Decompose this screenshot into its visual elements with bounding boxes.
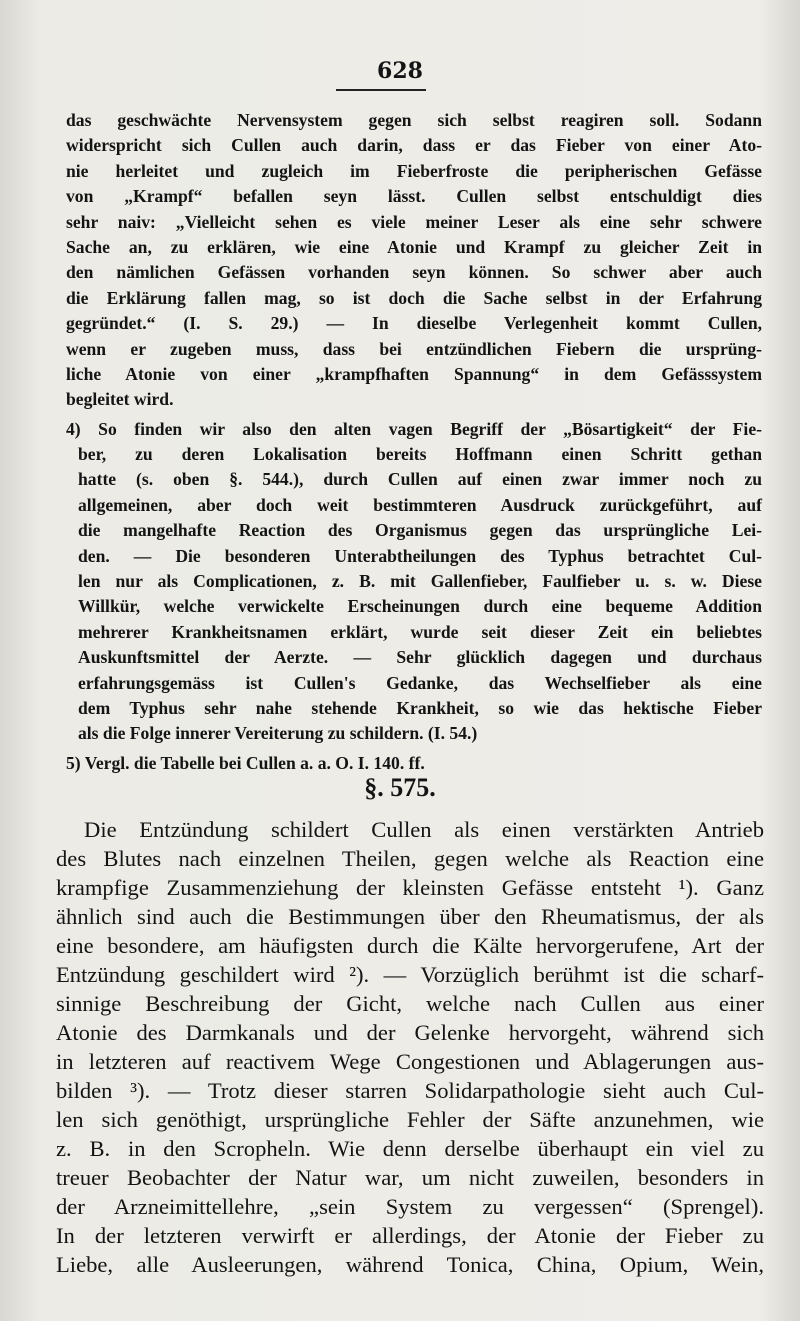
- footnote-4-line: den. — Die besonderen Unterabtheilungen des Typhus betrachtet Cul-: [78, 545, 762, 566]
- footnotes-continued: [66, 108, 762, 776]
- main-text: [56, 815, 764, 1279]
- body-line: treuer Beobachter der Natur war, um nicht zuweilen, besonders in: [56, 1165, 764, 1190]
- footnote-4-line: hatte (s. oben §. 544.), durch Cullen auf einen zwar immer noch zu: [78, 469, 762, 490]
- body-line: eine besondere, am häufigsten durch die Kälte hervorgerufene, Art der: [56, 933, 764, 958]
- footnote-4-line: dem Typhus sehr nahe stehende Krankheit, so wie das hektische Fieber: [78, 697, 762, 718]
- footnote-4-line: len nur als Complicationen, z. B. mit Gallenfieber, Faulfieber u. s. w. Diese: [78, 571, 762, 592]
- note-line: begleitet wird.: [66, 389, 174, 410]
- note-line: widerspricht sich Cullen auch darin, dass er das Fieber von einer Ato-: [66, 135, 762, 156]
- footnote-4-line: die mangelhafte Reaction des Organismus gegen das ursprüngliche Lei-: [78, 520, 762, 541]
- note-line: von „Krampf“ befallen seyn lässt. Cullen selbst entschuldigt dies: [66, 186, 762, 207]
- note-line: das geschwächte Nervensystem gegen sich selbst reagiren soll. Sodann: [66, 110, 762, 130]
- body-line: Die Entzündung schildert Cullen als einen verstärkten Antrieb: [84, 817, 764, 842]
- footnote-4-line: allgemeinen, aber doch weit bestimmteren Ausdruck zurückgeführt, auf: [78, 494, 762, 515]
- note-line: sehr naiv: „Vielleicht sehen es viele meiner Leser als eine sehr schwere: [66, 211, 762, 232]
- note-line: den nämlichen Gefässen vorhanden seyn können. So schwer aber auch: [66, 262, 762, 283]
- body-line: len sich genöthigt, ursprüngliche Fehler der Säfte anzunehmen, wie: [56, 1107, 764, 1132]
- page-number: 628: [377, 58, 423, 84]
- footnote-4-line: 4) So finden wir also den alten vagen Begriff der „Bösartigkeit“ der Fie-: [66, 418, 762, 439]
- body-line: krampfige Zusammenziehung der kleinsten Gefässe entsteht ¹). Ganz: [56, 875, 764, 900]
- footnote-5: 5) Vergl. die Tabelle bei Cullen a. a. O. I. 140. ff.: [66, 752, 425, 773]
- footnote-4-line: erfahrungsgemäss ist Cullen's Gedanke, das Wechselfieber als eine: [78, 672, 762, 693]
- body-line: Atonie des Darmkanals und der Gelenke hervorgeht, während sich: [56, 1020, 764, 1045]
- note-line: liche Atonie von einer „krampfhaften Spannung“ in dem Gefässsystem: [66, 363, 762, 384]
- note-line: Sache an, zu erklären, wie eine Atonie und Krampf zu gleicher Zeit in: [66, 236, 762, 257]
- note-line: nie herleitet und zugleich im Fieberfroste die peripherischen Gefässe: [66, 160, 762, 181]
- note-line: gegründet.“ (I. S. 29.) — In dieselbe Verlegenheit kommt Cullen,: [66, 313, 762, 334]
- note-line: die Erklärung fallen mag, so ist doch die Sache selbst in der Erfahrung: [66, 287, 762, 308]
- footnote-4-line: als die Folge innerer Vereiterung zu schildern. (I. 54.): [78, 723, 478, 744]
- body-line: der Arzneimittellehre, „sein System zu vergessen“ (Sprengel).: [56, 1194, 764, 1219]
- body-line: bilden ³). — Trotz dieser starren Solidarpathologie sieht auch Cul-: [56, 1078, 764, 1103]
- body-line: In der letzteren verwirft er allerdings, der Atonie der Fieber zu: [56, 1223, 764, 1248]
- page-number-rule: [336, 89, 426, 91]
- body-line: Liebe, alle Ausleerungen, während Tonica, China, Opium, Wein,: [56, 1252, 764, 1277]
- body-line: des Blutes nach einzelnen Theilen, gegen welche als Reaction eine: [56, 846, 764, 871]
- note-line: wenn er zugeben muss, dass bei entzündlichen Fiebern die ursprüng-: [66, 338, 762, 359]
- footnote-4-line: Auskunftsmittel der Aerzte. — Sehr glücklich dagegen und durchaus: [78, 647, 762, 668]
- section-heading: §. 575.: [364, 773, 436, 802]
- footnote-4-line: ber, zu deren Lokalisation bereits Hoffmann einen Schritt gethan: [78, 444, 762, 465]
- body-line: sinnige Beschreibung der Gicht, welche nach Cullen aus einer: [56, 991, 764, 1016]
- body-line: z. B. in den Scropheln. Wie denn derselbe überhaupt ein viel zu: [56, 1136, 764, 1161]
- body-line: ähnlich sind auch die Bestimmungen über den Rheumatismus, der als: [56, 904, 764, 929]
- footnote-4-line: Willkür, welche verwickelte Erscheinungen durch eine bequeme Addition: [78, 596, 762, 617]
- body-line: Entzündung geschildert wird ²). — Vorzüglich berühmt ist die scharf-: [56, 962, 764, 987]
- body-line: in letzteren auf reactivem Wege Congestionen und Ablagerungen aus-: [56, 1049, 764, 1074]
- footnote-4-line: mehrerer Krankheitsnamen erklärt, wurde seit dieser Zeit ein beliebtes: [78, 621, 762, 642]
